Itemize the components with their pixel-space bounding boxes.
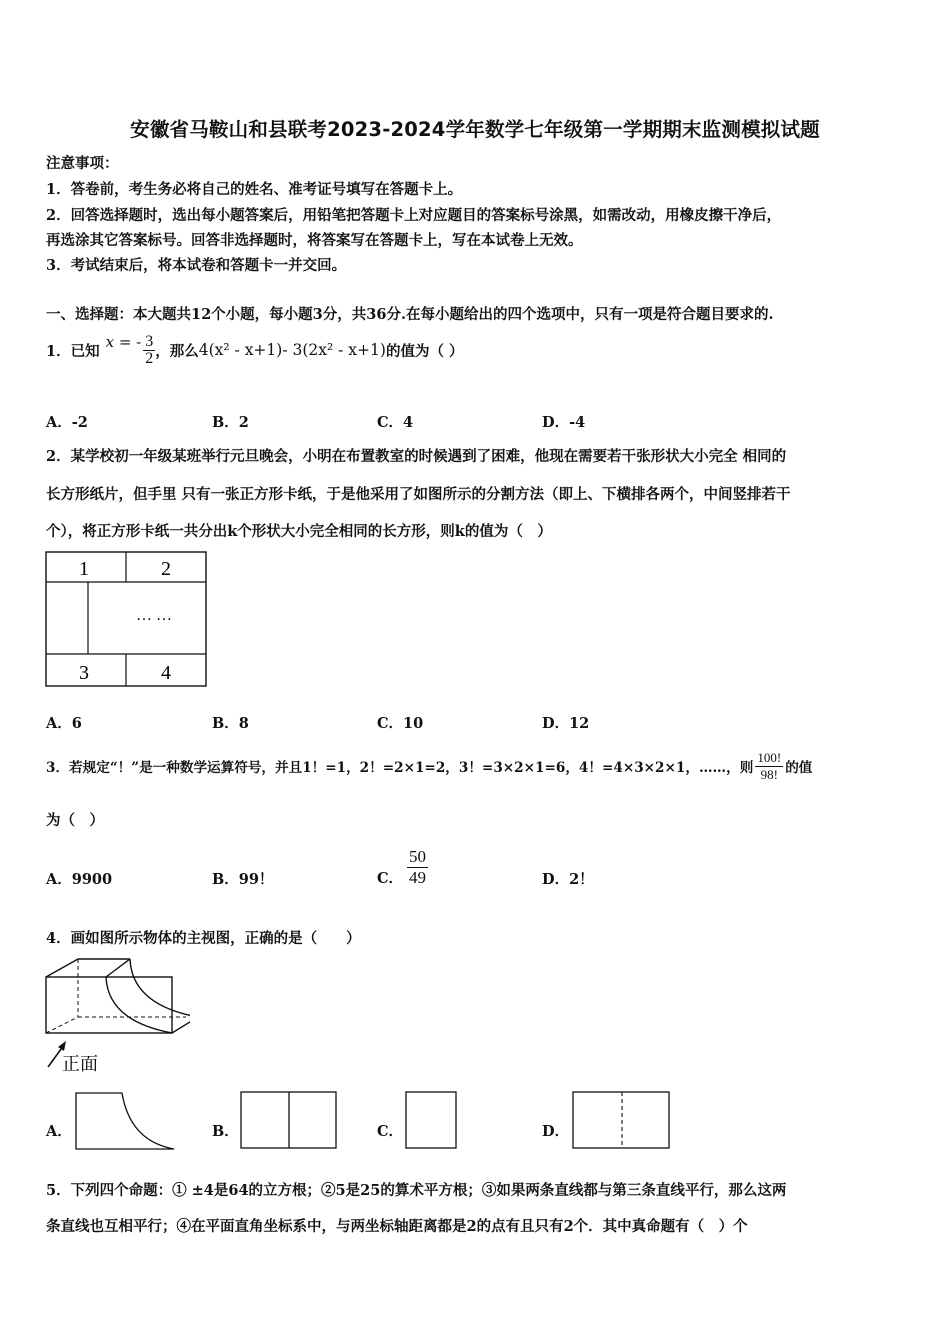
- q4-option-d-figure: [572, 1091, 672, 1151]
- fig-label-dots: … …: [136, 607, 172, 624]
- q2-square-figure: [44, 550, 210, 690]
- page-title: 安徽省马鞍山和县联考2023-2024学年数学七年级第一学期期末监测模拟试题: [130, 118, 820, 141]
- q3-option-b[interactable]: B．99！: [212, 871, 274, 888]
- q4-option-b-figure: [240, 1091, 338, 1151]
- q4-front-label: 正面: [62, 1054, 98, 1074]
- q4-option-a[interactable]: A．: [46, 1123, 72, 1140]
- q4-object-figure: [40, 955, 190, 1075]
- q4-option-b[interactable]: B．: [212, 1123, 239, 1140]
- q3-frac-denominator: 98!: [760, 766, 778, 782]
- q2-option-a[interactable]: A．6: [46, 715, 82, 732]
- fig-label-2: 2: [161, 558, 171, 580]
- q2-option-c[interactable]: C．10: [377, 715, 424, 732]
- q1-option-b[interactable]: B．2: [212, 414, 249, 431]
- q5-line: 5．下列四个命题：① ±4是64的立方根；②5是25的算术平方根；③如果两条直线都与第三条直线平行，那么这两: [46, 1182, 787, 1199]
- notice-item: 3．考试结束后，将本试卷和答题卡一并交回。: [46, 257, 347, 274]
- q3-line1-end: 的值: [785, 760, 813, 776]
- q4-option-d[interactable]: D．: [542, 1123, 570, 1140]
- q1-option-d[interactable]: D．-4: [542, 414, 586, 431]
- q2-option-b[interactable]: B．8: [212, 715, 249, 732]
- q1-prefix: 1．已知: [46, 342, 100, 360]
- q1-middle: ，那么: [155, 342, 199, 360]
- q3-option-c-label: C．: [377, 869, 404, 887]
- fig-label-4: 4: [161, 662, 171, 684]
- q5-line: 条直线也互相平行；④在平面直角坐标系中，与两坐标轴距离都是2的点有且只有2个．其中真命题有（ ）个: [46, 1218, 748, 1235]
- q3-line2: 为（ ）: [46, 812, 104, 829]
- fig-label-1: 1: [79, 558, 89, 580]
- q3-optc-denominator: 49: [409, 867, 427, 887]
- q4-option-c-figure: [405, 1091, 459, 1151]
- q3-frac-numerator: 100!: [757, 749, 782, 765]
- q3-option-d[interactable]: D．2！: [542, 871, 594, 888]
- notice-item: 再选涂其它答案标号。回答非选择题时，将答案写在答题卡上，写在本试卷上无效。: [46, 232, 583, 249]
- q2-line: 个），将正方形卡纸一共分出k个形状大小完全相同的长方形，则k的值为（ ）: [46, 523, 552, 540]
- q4-line: 4．画如图所示物体的主视图，正确的是（ ）: [46, 930, 361, 947]
- q1-frac-numerator: 3: [145, 332, 154, 350]
- q3-line1: 3．若规定“！”是一种数学运算符号，并且1！=1，2！=2×1=2，3！=3×2×1=6，4！=4×3×2×1，……，则: [46, 760, 754, 776]
- q2-line: 长方形纸片，但手里 只有一张正方形卡纸，于是他采用了如图所示的分割方法（即上、下横排各两个，中间竖排若干: [46, 486, 791, 503]
- q3-option-a[interactable]: A．9900: [46, 871, 113, 888]
- q4-option-a-figure: [74, 1091, 178, 1151]
- q3-option-c[interactable]: [377, 844, 428, 890]
- q2-option-d[interactable]: D．12: [542, 715, 590, 732]
- q1-fraction: [143, 334, 155, 367]
- section-heading: 一、选择题：本大题共12个小题，每小题3分，共36分.在每小题给出的四个选项中，只有一项是符合题目要求的.: [46, 306, 774, 323]
- q4-option-c[interactable]: C．: [377, 1123, 404, 1140]
- notice-heading: 注意事项：: [46, 155, 119, 172]
- q1-frac-denominator: 2: [145, 349, 154, 367]
- q1-option-c[interactable]: C．4: [377, 414, 414, 431]
- q1-suffix: 的值为（ ）: [385, 342, 464, 360]
- q1-x-eq: x = -: [105, 333, 142, 351]
- q3-option-c-fraction: [407, 847, 428, 888]
- question-3: [46, 746, 812, 786]
- q2-line: 2．某学校初一年级某班举行元旦晚会，小明在布置教室的时候遇到了困难，他现在需要若干张形状大小完全 相同的: [46, 448, 787, 465]
- q3-fraction: [755, 750, 783, 783]
- q1-expression: 4(x² - x+1)- 3(2x² - x+1): [198, 341, 386, 359]
- q3-optc-numerator: 50: [409, 846, 427, 866]
- question-1: [46, 330, 464, 370]
- notice-item: 2．回答选择题时，选出每小题答案后，用铅笔把答题卡上对应题目的答案标号涂黑，如需改动，用橡皮擦干净后，: [46, 207, 782, 224]
- fig-label-3: 3: [79, 662, 89, 684]
- notice-item: 1．答卷前，考生务必将自己的姓名、准考证号填写在答题卡上。: [46, 181, 463, 198]
- q1-option-a[interactable]: A．-2: [46, 414, 88, 431]
